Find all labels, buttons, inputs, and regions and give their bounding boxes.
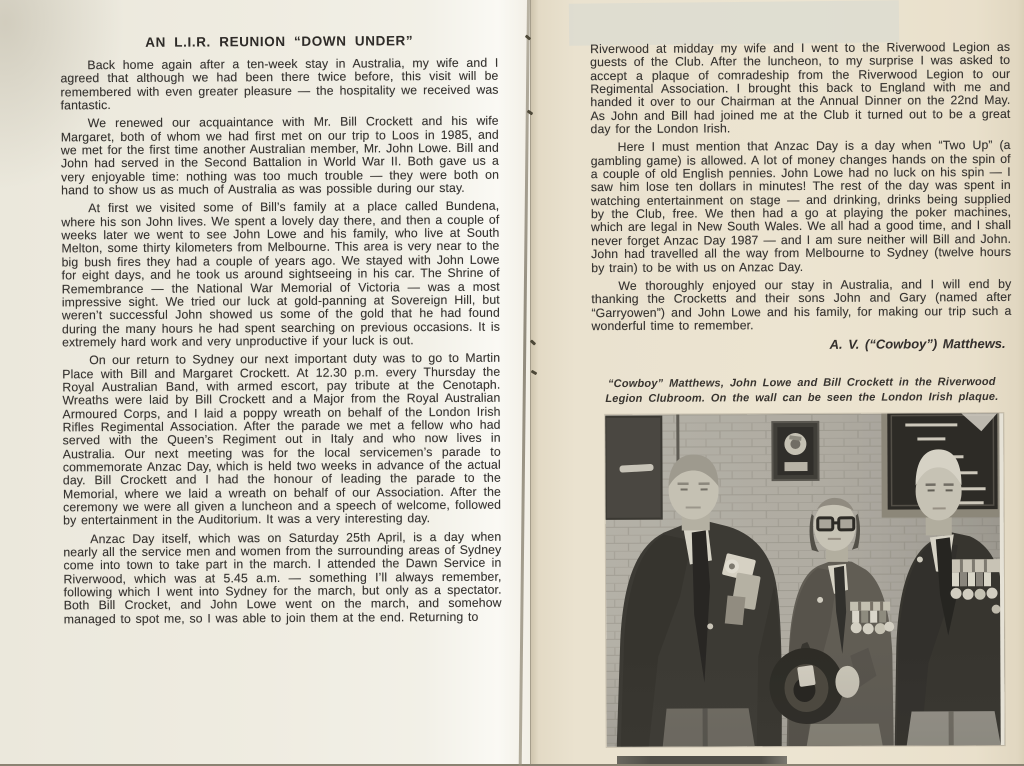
paragraph: We renewed our acquaintance with Mr. Bill Crockett and his wife Margaret, both of whom we had first met on our trip to Loos in 1985, and we met for the first time another Australian member, Mr. John Lowe. Bill and John had served in the Second Battalion in World War II. Both gave us a very enjoyable time: nothing was too much trouble — they were both on hand to show us as much of Australia as was possible during our stay. xyxy=(61,115,499,198)
paragraph: Riverwood at midday my wife and I went to the Riverwood Legion as guests of the Club. After the luncheon, to my surprise I was asked to accept a plaque of comradeship from the Riverwood Legion to our Regimental Association. I brought this back to England with me and handed it over to our Chairman at the Annual Dinner on the 22nd May. As John and Bill had joined me at the Club it turned out to be a great day for the London Irish. xyxy=(590,41,1010,137)
reunion-photograph xyxy=(605,413,1004,747)
next-page-edge-artifact xyxy=(617,756,787,764)
page-right xyxy=(530,0,1024,764)
author-signature: A. V. (“Cowboy”) Matthews. xyxy=(592,336,1006,353)
paragraph: At first we visited some of Bill’s family at a place called Bundena, where his son John lives. We spent a lovely day there, and then a couple of weeks later we went to see John Lowe and his family, who live at South Melton, some thirty kilometers from Melbourne. This area is very near to the big bush fires they had a couple of years ago. We stayed with John Lowe for eight days, and he took us around sightseeing in his car. The Shrine of Remembrance — the National War Memorial of Victoria — was a most impressive sight. We tried our luck at gold-panning at Sovereign Hill, but weren’t successful John showed us some of the gold that he had found during the many hours he had spent searching on previous occasions. It is extremely hard work and very unproductive if your luck is out. xyxy=(61,200,500,349)
paragraph: Here I must mention that Anzac Day is a day when “Two Up” (a gambling game) is allowed. A lot of money changes hands on the spin of a couple of old English pennies. John Lowe had no luck on his spin — I saw him lose ten dollars in minutes! The rest of the day was spent in watching entertainment on stage — and drinking, drinks being supplied by the Club, free. We then had a go at playing the poker machines, which are legal in New South Wales. We all had a good time, and I shall never forget Anzac Day 1987 — and I am sure neither will Bill and John. John had travelled all the way from Melbourne to Sydney (twelve hours by train) to be with us on Anzac Day. xyxy=(591,139,1012,275)
article-title: AN L.I.R. REUNION “DOWN UNDER” xyxy=(60,33,498,51)
paragraph: We thoroughly enjoyed our stay in Australia, and I will end by thanking the Crocketts and their sons John and Gary (named after “Garryowen”) and John Lowe and his family, for making our trip such a wonderful time to remember. xyxy=(591,278,1011,334)
article-column-right xyxy=(590,41,1012,406)
reunion-photograph-image xyxy=(605,413,1004,747)
paragraph: On our return to Sydney our next important duty was to go to Martin Place with Bill and Margaret Crockett. At 12.30 p.m. every Thursday the Royal Australian Band, with armed escort, pay tribute at the Cenotaph. Wreaths were laid by Bill Crockett and a Major from the Royal Australian Armoured Corps, and I laid a poppy wreath on behalf of the London Irish Rifles Regimental Association. After the parade we met a fellow who had served with the Queen’s Regiment out in Italy and who now lives in Australia. Our next meeting was for the local servicemen’s parade to commemorate Anzac Day, which is held two weeks in advance of the actual day. Bill Crockett and I had the honour of leading the parade to the Memorial, where we laid a wreath on behalf of our Association. After the ceremony we were all given a luncheon and a speech of welcome, followed by entertainment in the Auditorium. It was a very interesting day. xyxy=(62,352,501,528)
paragraph: Anzac Day itself, which was on Saturday 25th April, is a day when nearly all the service men and women from the surrounding areas of Sydney come into town to take part in the march. I attended the Dawn Service in Riverwood, which was at 5.45 a.m. — something I’ll always remember, following which I went into Sydney for the march, but only as a spectator. Both Bill Crocket, and John Lowe went on the march, and somehow managed to spot me, so I was able to join them at the end. Returning to xyxy=(63,530,502,626)
photo-caption: “Cowboy” Matthews, John Lowe and Bill Crockett in the Riverwood Legion Clubroom. On the wall can be seen the London Irish plaque. xyxy=(592,375,1012,406)
photo-showthrough-artifact xyxy=(569,0,899,45)
article-column-left xyxy=(60,33,502,632)
paragraph: Back home again after a ten-week stay in Australia, my wife and I agreed that although we had been there twice before, this visit will be remembered with even greater pleasure — the hospitality we received was fantastic. xyxy=(60,57,498,113)
